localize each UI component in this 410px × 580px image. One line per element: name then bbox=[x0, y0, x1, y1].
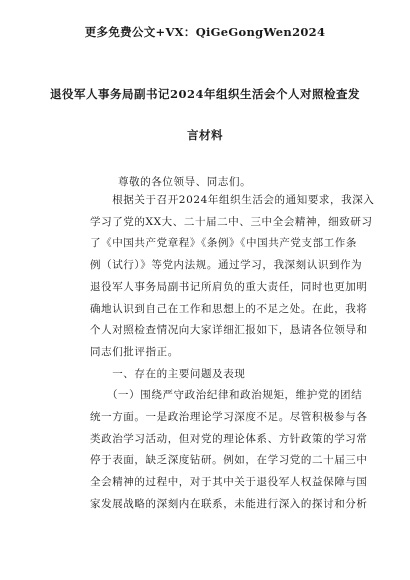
text-line: 同志们批评指正。 bbox=[90, 345, 179, 358]
text-line: 例（试行）》等党内法规。通过学习，我深刻认识到作为 bbox=[90, 259, 363, 272]
document-title: 退役军人事务局副书记2024年组织生活会个人对照检查发 bbox=[49, 87, 360, 101]
text-line: 类政治学习活动，但对党的理论体系、方针政策的学习常 bbox=[90, 432, 368, 445]
text-line: 统一方面。一是政治理论学习深度不足。尽管积极参与各 bbox=[90, 411, 368, 424]
document-title-continued: 言材料 bbox=[187, 128, 223, 142]
text-line: 全会精神的过程中，对于其中关于退役军人权益保障与国 bbox=[90, 476, 368, 489]
text-line: 学习了党的XX大、二十届二中、三中全会精神，细致研习 bbox=[90, 215, 373, 228]
section-heading: 一、存在的主要问题及表现 bbox=[90, 367, 246, 380]
paragraph-intro bbox=[90, 190, 375, 516]
text-line: 个人对照检查情况向大家详细汇报如下，恳请各位领导和 bbox=[90, 324, 368, 337]
text-line: 停于表面，缺乏深度钻研。例如，在学习党的二十届三中 bbox=[90, 454, 368, 467]
text-line: 家发展战略的深刻内在联系，未能进行深入的探讨和分析 bbox=[90, 497, 368, 510]
promo-header: 更多免费公文+VX：QiGeGongWen2024 bbox=[84, 25, 326, 39]
text-line: 了《中国共产党章程》《条例》《中国共产党支部工作条 bbox=[90, 237, 357, 250]
text-line: （一）围绕严守政治纪律和政治规矩，维护党的团结 bbox=[90, 389, 363, 402]
greeting: 尊敬的各位领导、同志们。 bbox=[118, 176, 252, 188]
text-line: 根据关于召开2024年组织生活会的通知要求，我深入 bbox=[90, 194, 375, 206]
text-line: 退役军人事务局副书记所肩负的重大责任，同时也更加明 bbox=[90, 280, 368, 293]
text-line: 确地认识到自己在工作和思想上的不足之处。在此，我将 bbox=[90, 302, 368, 315]
